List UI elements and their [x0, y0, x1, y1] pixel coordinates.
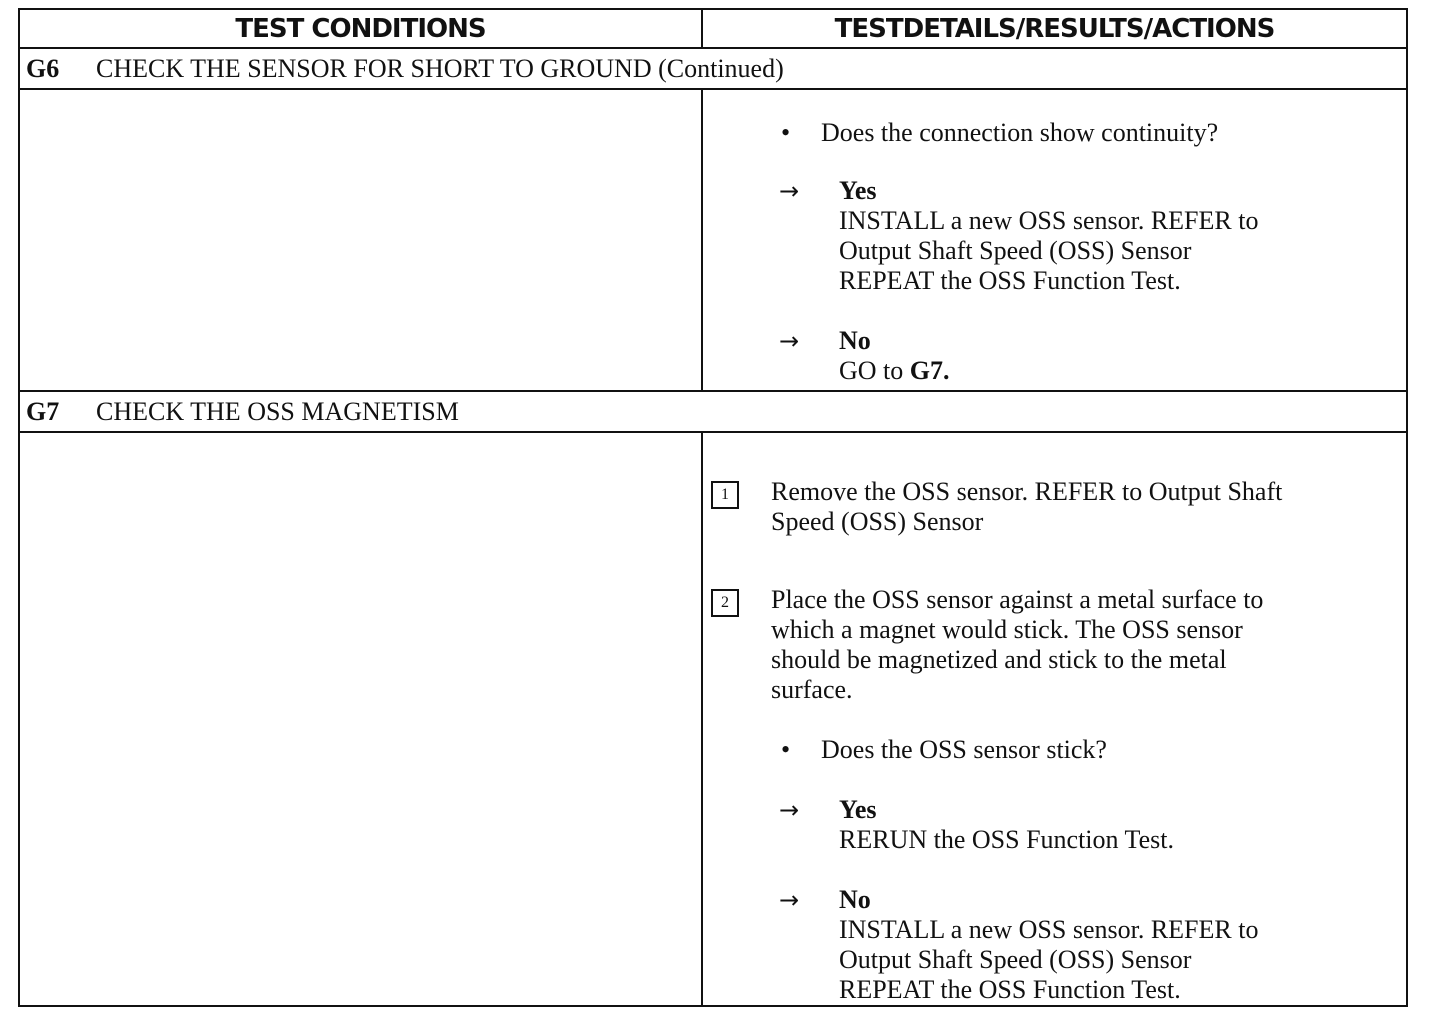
right-arrow-icon: → — [779, 327, 800, 355]
step-g6-details-cell — [702, 89, 1407, 391]
g6-no-branch — [703, 326, 1406, 386]
g6-no-target: G7. — [909, 356, 950, 385]
g7-step-1-line-2: Speed (OSS) Sensor — [771, 507, 984, 536]
step-g7-conditions-cell — [19, 432, 702, 1006]
g6-yes-line-3: REPEAT the OSS Function Test. — [839, 266, 1181, 295]
g7-step-1 — [703, 477, 1406, 537]
g6-no-label: No — [839, 326, 871, 355]
g7-step-2-line-4: surface. — [771, 675, 853, 704]
bullet-dot-icon: • — [781, 118, 791, 147]
g7-yes-branch — [703, 795, 1406, 855]
step-g7-body-row — [19, 432, 1407, 1006]
g6-question — [703, 118, 1406, 148]
g6-yes-line-2: Output Shaft Speed (OSS) Sensor — [839, 236, 1192, 265]
g7-step-2-line-3: should be magnetized and stick to the metal — [771, 645, 1227, 674]
g6-question-text: Does the connection show continuity? — [821, 118, 1219, 147]
step-g6-title-cell — [19, 48, 1407, 89]
diagnostic-table — [18, 8, 1408, 1007]
step-g6-title-row — [19, 48, 1407, 89]
g7-step-1-line-1: Remove the OSS sensor. REFER to Output Shaft — [771, 477, 1283, 506]
g7-question — [703, 735, 1406, 765]
right-arrow-icon: → — [779, 796, 800, 824]
g6-no-text: GO to — [839, 356, 904, 385]
g7-no-line-3: REPEAT the OSS Function Test. — [839, 975, 1181, 1004]
g7-yes-label: Yes — [839, 795, 877, 824]
step-g7-id: G7 — [26, 396, 60, 426]
g6-yes-branch — [703, 176, 1406, 296]
g7-yes-line-1: RERUN the OSS Function Test. — [839, 825, 1175, 854]
g7-no-branch — [703, 885, 1406, 1005]
g7-no-line-1: INSTALL a new OSS sensor. REFER to — [839, 915, 1259, 944]
numbered-box-icon: 2 — [711, 589, 739, 617]
header-test-details: TESTDETAILS/RESULTS/ACTIONS — [702, 9, 1407, 48]
step-g6-id: G6 — [26, 53, 60, 83]
g6-yes-label: Yes — [839, 176, 877, 205]
table-header-row — [19, 9, 1407, 48]
numbered-box-icon: 1 — [711, 481, 739, 509]
g7-no-line-2: Output Shaft Speed (OSS) Sensor — [839, 945, 1192, 974]
step-g6-body-row — [19, 89, 1407, 391]
right-arrow-icon: → — [779, 886, 800, 914]
step-g7-details-cell — [702, 432, 1407, 1006]
g7-question-text: Does the OSS sensor stick? — [821, 735, 1107, 764]
g7-step-2-line-2: which a magnet would stick. The OSS sensor — [771, 615, 1243, 644]
g7-step-2-line-1: Place the OSS sensor against a metal surface to — [771, 585, 1264, 614]
g7-step-2 — [703, 585, 1406, 705]
g6-yes-line-1: INSTALL a new OSS sensor. REFER to — [839, 206, 1259, 235]
g6-no-line — [839, 356, 1406, 386]
step-g7-title: CHECK THE OSS MAGNETISM — [96, 396, 459, 426]
step-g7-title-row — [19, 391, 1407, 432]
g7-no-label: No — [839, 885, 871, 914]
diagnostic-table-page — [18, 8, 1404, 1007]
step-g6-title: CHECK THE SENSOR FOR SHORT TO GROUND (Continued) — [96, 53, 784, 83]
right-arrow-icon: → — [779, 177, 800, 205]
bullet-dot-icon: • — [781, 735, 791, 764]
step-g7-title-cell — [19, 391, 1407, 432]
header-test-conditions: TEST CONDITIONS — [19, 9, 702, 48]
step-g6-conditions-cell — [19, 89, 702, 391]
